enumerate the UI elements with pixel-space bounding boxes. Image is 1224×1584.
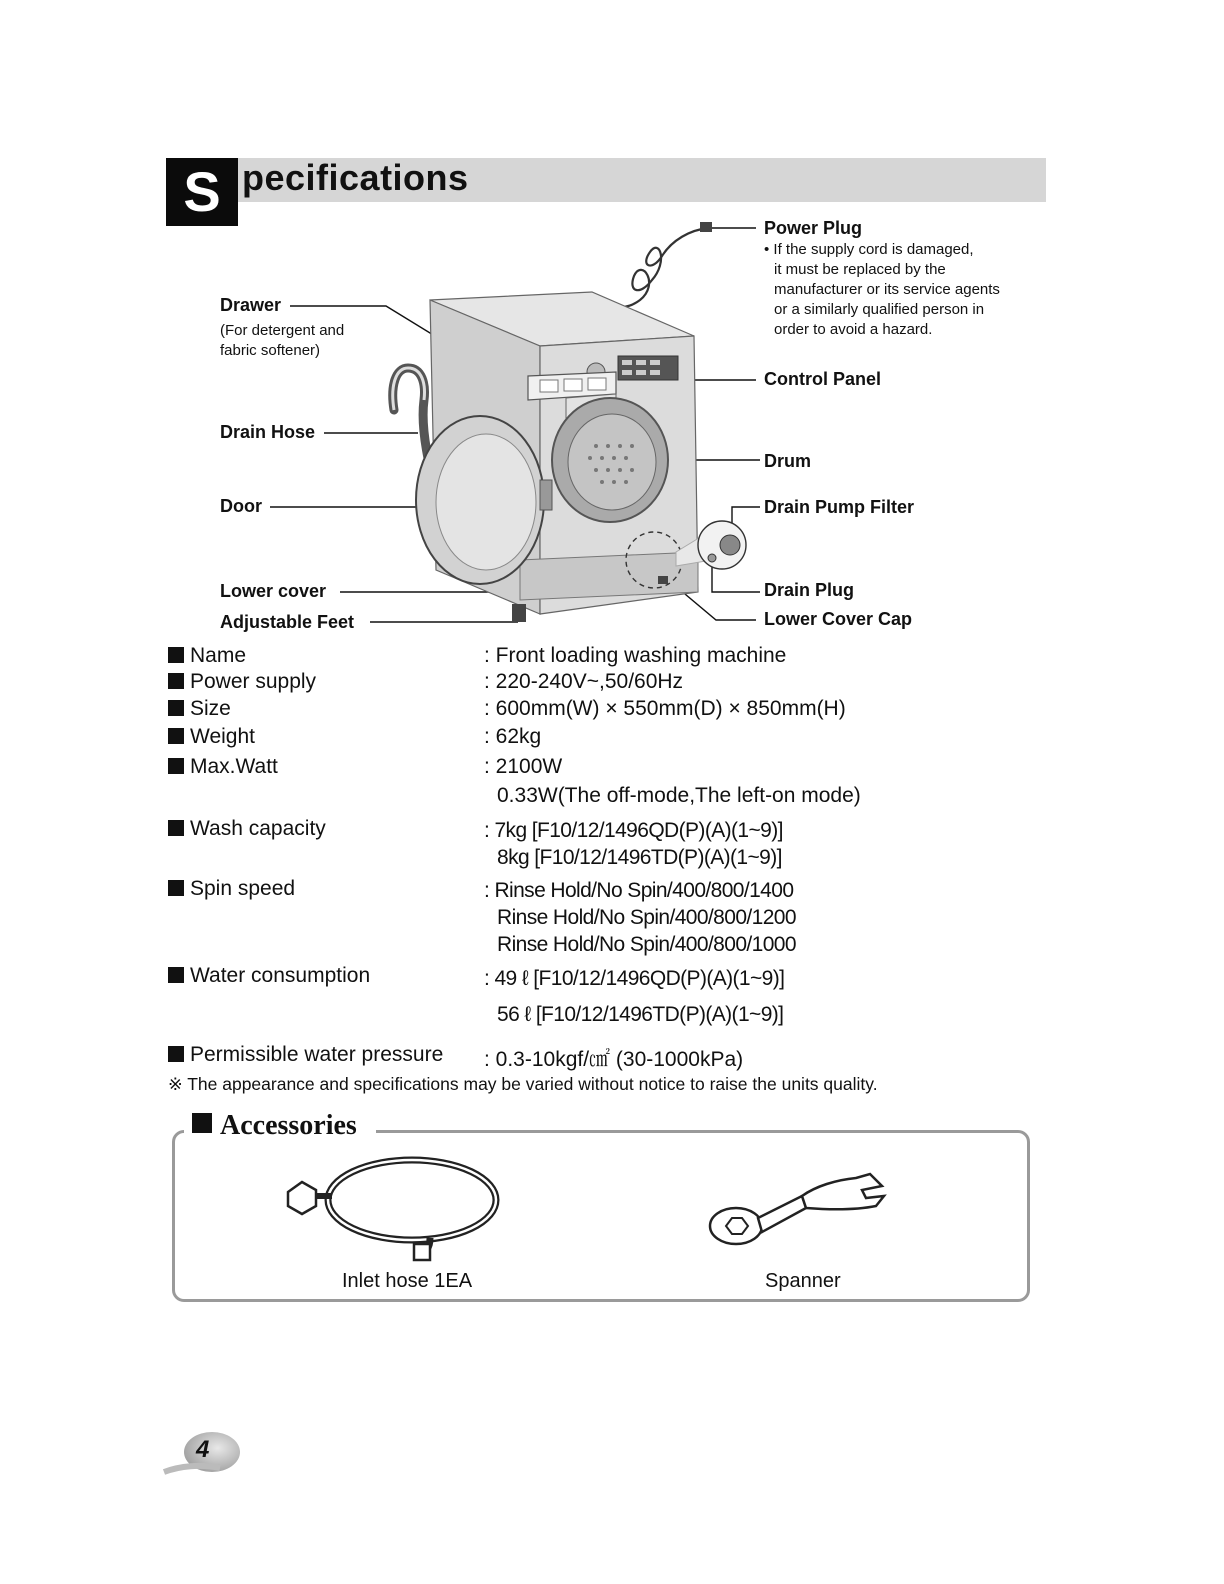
bullet-icon — [168, 967, 184, 983]
spec-value-line-2: 56 ℓ [F10/12/1496TD(P)(A)(1~9)] — [497, 1003, 784, 1026]
drain-pump-filter-label: Drain Pump Filter — [764, 497, 915, 517]
spec-value: : 62kg — [484, 725, 542, 748]
bullet-icon — [168, 1046, 184, 1062]
bullet-icon — [192, 1113, 212, 1133]
power-plug-note-2: it must be replaced by the — [774, 261, 946, 278]
spec-value-line-3: Rinse Hold/No Spin/400/800/1000 — [497, 933, 796, 956]
bullet-icon — [168, 728, 184, 744]
spec-value: : 7kg [F10/12/1496QD(P)(A)(1~9)] — [484, 819, 783, 842]
spec-value: : Rinse Hold/No Spin/400/800/1400 — [484, 879, 794, 902]
title-initial: S — [166, 158, 238, 226]
spec-value: : 49 ℓ [F10/12/1496QD(P)(A)(1~9)] — [484, 967, 785, 990]
page-number: 4 — [196, 1436, 210, 1463]
spanner-icon — [706, 1168, 890, 1252]
drawer-label: Drawer — [220, 295, 282, 315]
spec-label: Weight — [190, 725, 255, 748]
bullet-icon — [168, 758, 184, 774]
drum-label: Drum — [764, 451, 812, 471]
inlet-hose-label: Inlet hose 1EA — [342, 1270, 473, 1292]
footnote: ※ The appearance and specifications may be varied without notice to raise the units quality. — [168, 1074, 878, 1094]
spec-label: Spin speed — [190, 877, 296, 900]
bullet-icon — [168, 880, 184, 896]
inlet-hose-icon — [280, 1148, 510, 1266]
spec-value: : Front loading washing machine — [484, 644, 787, 667]
bullet-icon — [168, 647, 184, 663]
lower-cover-label: Lower cover — [220, 581, 327, 601]
spec-label: Size — [190, 697, 231, 720]
power-plug-note-5: order to avoid a hazard. — [774, 321, 933, 338]
spec-label: Permissible water pressure — [190, 1043, 444, 1066]
accessories-title — [192, 1110, 357, 1142]
spec-value-line-2: Rinse Hold/No Spin/400/800/1200 — [497, 906, 796, 929]
spec-label: Water consumption — [190, 964, 371, 987]
drain-plug-label: Drain Plug — [764, 580, 855, 600]
spec-value: : 600mm(W) × 550mm(D) × 850mm(H) — [484, 697, 846, 720]
drawer-note-line-1: (For detergent and — [220, 322, 345, 339]
spec-value: : 0.3-10kgf/㎠ (30-1000kPa) — [484, 1048, 744, 1071]
accessories-title-text: Accessories — [220, 1110, 357, 1141]
lower-cover-cap-label: Lower Cover Cap — [764, 609, 913, 629]
spec-value-line-2: 0.33W(The off-mode,The left-on mode) — [497, 784, 861, 807]
spec-value-line-2: 8kg [F10/12/1496TD(P)(A)(1~9)] — [497, 846, 782, 869]
drawer-note-line-2: fabric softener) — [220, 342, 321, 359]
spec-label: Max.Watt — [190, 755, 278, 778]
spec-value: : 2100W — [484, 755, 563, 778]
page-title: pecifications — [242, 157, 469, 198]
power-plug-note-1: • If the supply cord is damaged, — [764, 241, 974, 258]
control-panel-label: Control Panel — [764, 369, 882, 389]
spec-label: Power supply — [190, 670, 317, 693]
door-label: Door — [220, 496, 262, 516]
power-plug-note-4: or a similarly qualified person in — [774, 301, 985, 318]
spec-value: : 220-240V~,50/60Hz — [484, 670, 684, 693]
adjustable-feet-label: Adjustable Feet — [220, 612, 355, 632]
bullet-icon — [168, 700, 184, 716]
bullet-icon — [168, 820, 184, 836]
spanner-label: Spanner — [765, 1270, 841, 1292]
spec-label: Wash capacity — [190, 817, 326, 840]
power-plug-label: Power Plug — [764, 218, 863, 238]
drain-hose-label: Drain Hose — [220, 422, 316, 442]
power-plug-note-3: manufacturer or its service agents — [774, 281, 1000, 298]
spec-label: Name — [190, 644, 247, 667]
bullet-icon — [168, 673, 184, 689]
